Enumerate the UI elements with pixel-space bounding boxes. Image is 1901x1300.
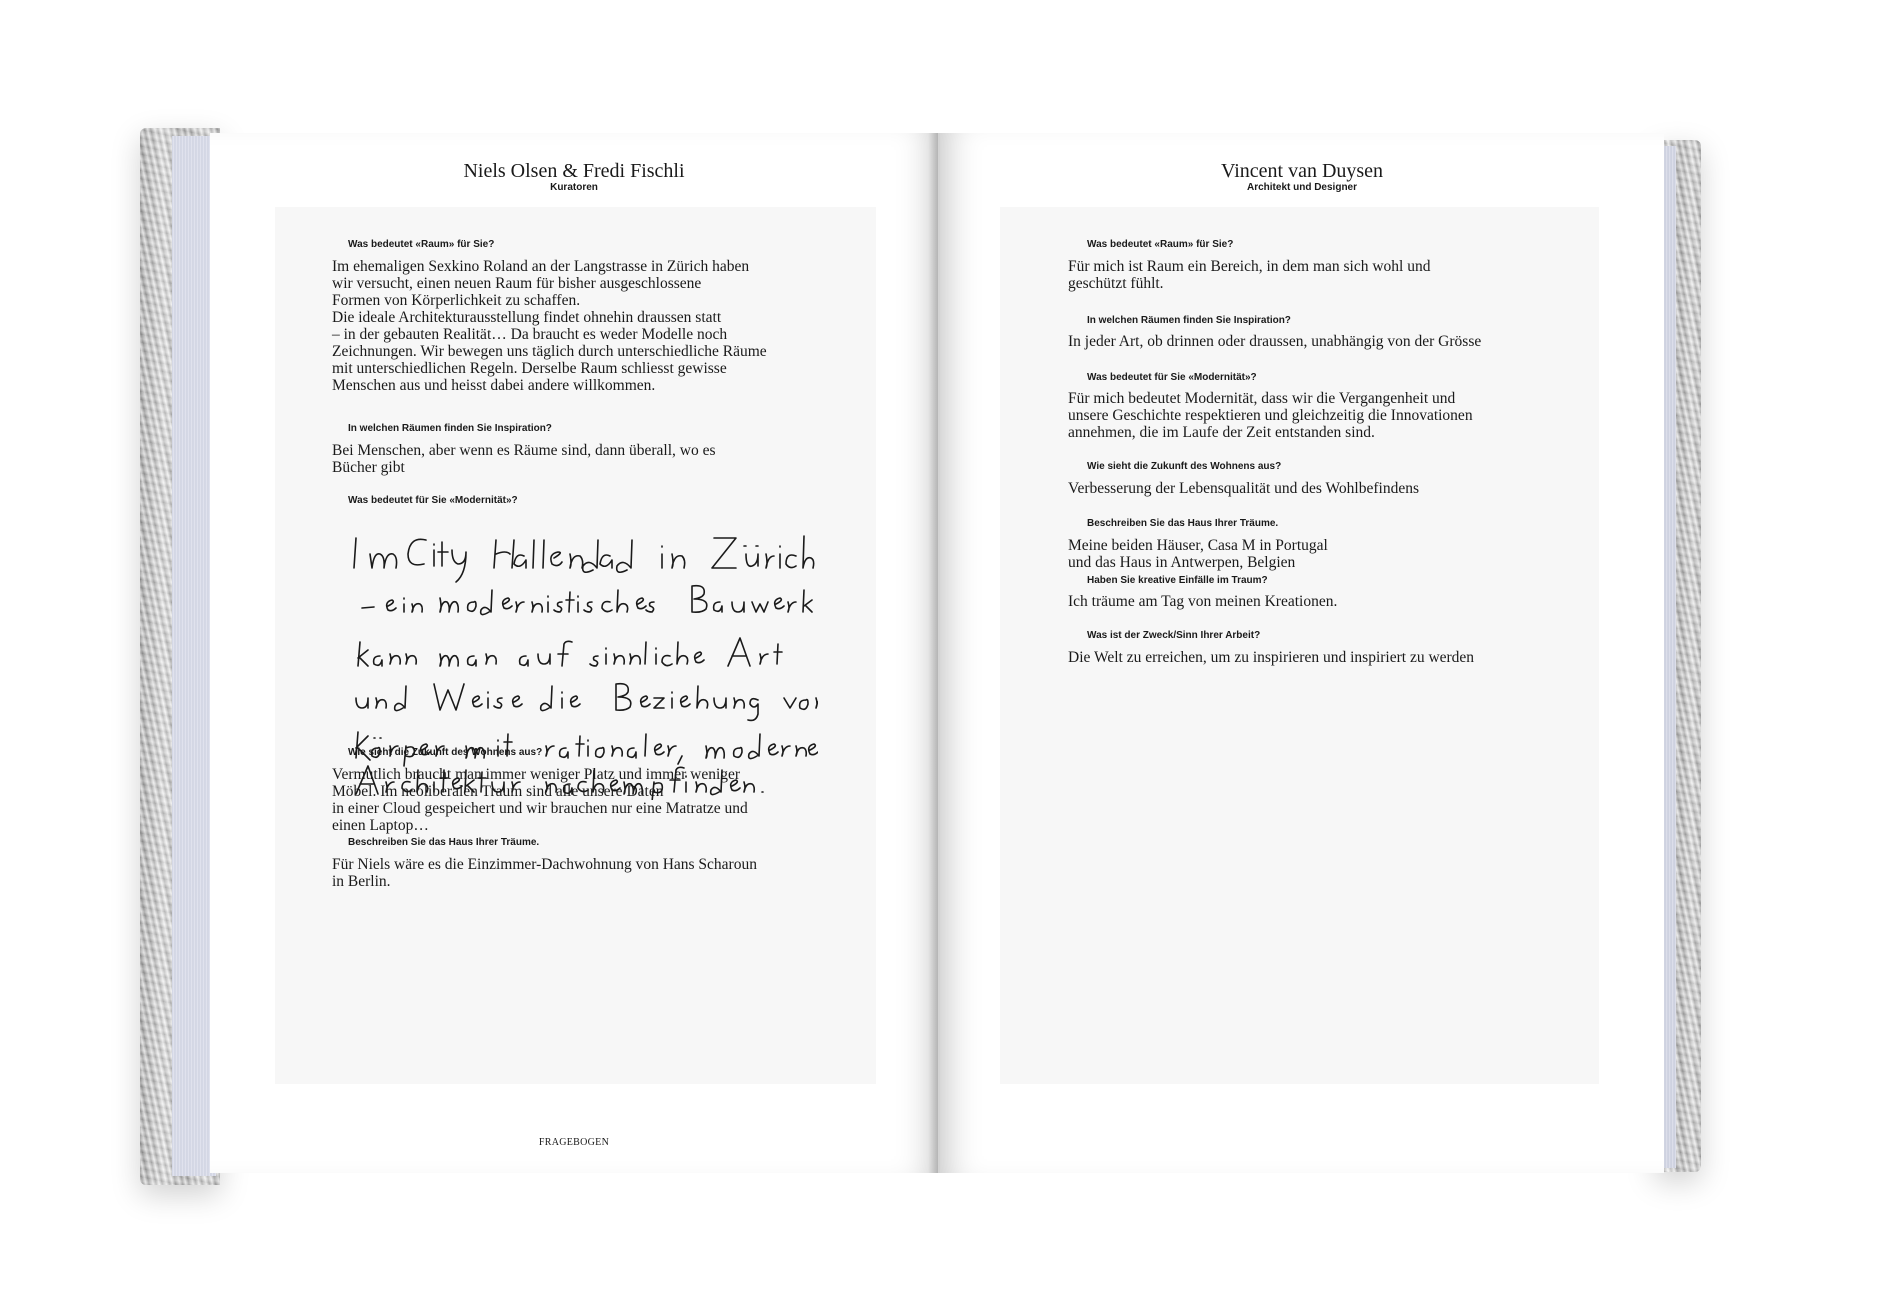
question: Was bedeutet «Raum» für Sie? <box>348 239 495 250</box>
right-questionnaire-panel <box>1000 207 1599 1084</box>
question: Was ist der Zweck/Sinn Ihrer Arbeit? <box>1087 630 1261 641</box>
question: Was bedeutet «Raum» für Sie? <box>1087 239 1234 250</box>
question: Wie sieht die Zukunft des Wohnens aus? <box>1087 461 1282 472</box>
right-page-role: Architekt und Designer <box>1246 182 1358 193</box>
answer: Für mich bedeutet Modernität, dass wir die Vergangenheit und unsere Geschichte respektieren und gleichzeitig die Innovationen annehmen, die im Laufe der Zeit entstanden sind. <box>1068 390 1473 441</box>
left-page-header <box>210 160 938 194</box>
answer: In jeder Art, ob drinnen oder draussen, unabhängig von der Grösse <box>1068 333 1482 350</box>
left-page <box>210 133 938 1173</box>
answer: Verbesserung der Lebensqualität und des Wohlbefindens <box>1068 480 1419 497</box>
question: Wie sieht die Zukunft des Wohnens aus? <box>348 747 543 758</box>
answer: Für Niels wäre es die Einzimmer-Dachwohnung von Hans Scharoun in Berlin. <box>332 856 757 890</box>
question: In welchen Räumen finden Sie Inspiration? <box>1087 315 1291 326</box>
question: Haben Sie kreative Einfälle im Traum? <box>1087 575 1268 586</box>
answer: Für mich ist Raum ein Bereich, in dem man sich wohl und geschützt fühlt. <box>1068 258 1431 292</box>
question: Was bedeutet für Sie «Modernität»? <box>348 495 518 506</box>
question: Was bedeutet für Sie «Modernität»? <box>1087 372 1257 383</box>
question: In welchen Räumen finden Sie Inspiration? <box>348 423 552 434</box>
left-page-role: Kuratoren <box>550 182 598 193</box>
answer: Vermutlich braucht man immer weniger Platz und immer weniger Möbel. Im neoliberalen Traum sind alle unsere Daten in einer Cloud gespeichert und wir brauchen nur eine Matratze und einen Laptop… <box>332 766 748 834</box>
question: Beschreiben Sie das Haus Ihrer Träume. <box>1087 518 1279 529</box>
left-page-name: Niels Olsen & Fredi Fischli <box>463 160 685 182</box>
answer: Im ehemaligen Sexkino Roland an der Langstrasse in Zürich haben wir versucht, einen neuen Raum für bisher ausgeschlossene Formen von Körperlichkeit zu schaffen. Die ideale Architekturausstellung findet ohnehin draussen statt – in der gebauten Realität… Da braucht es weder Modelle noch Zeichnungen. Wir bewegen uns täglich durch unterschiedliche Räume mit unterschiedlichen Regeln. Derselbe Raum schliesst gewisse Menschen aus und heisst dabei andere willkommen. <box>332 258 767 394</box>
answer: Ich träume am Tag von meinen Kreationen. <box>1068 593 1338 610</box>
question: Beschreiben Sie das Haus Ihrer Träume. <box>348 837 540 848</box>
answer: Meine beiden Häuser, Casa M in Portugal und das Haus in Antwerpen, Belgien <box>1068 537 1328 571</box>
page-footer: FRAGEBOGEN <box>538 1137 610 1148</box>
answer: Die Welt zu erreichen, um zu inspirieren und inspiriert zu werden <box>1068 649 1475 666</box>
answer: Bei Menschen, aber wenn es Räume sind, dann überall, wo es Bücher gibt <box>332 442 716 476</box>
right-page <box>940 133 1664 1173</box>
left-questionnaire-panel <box>275 207 876 1084</box>
right-page-name: Vincent van Duysen <box>1220 160 1384 182</box>
right-page-header <box>940 160 1664 194</box>
